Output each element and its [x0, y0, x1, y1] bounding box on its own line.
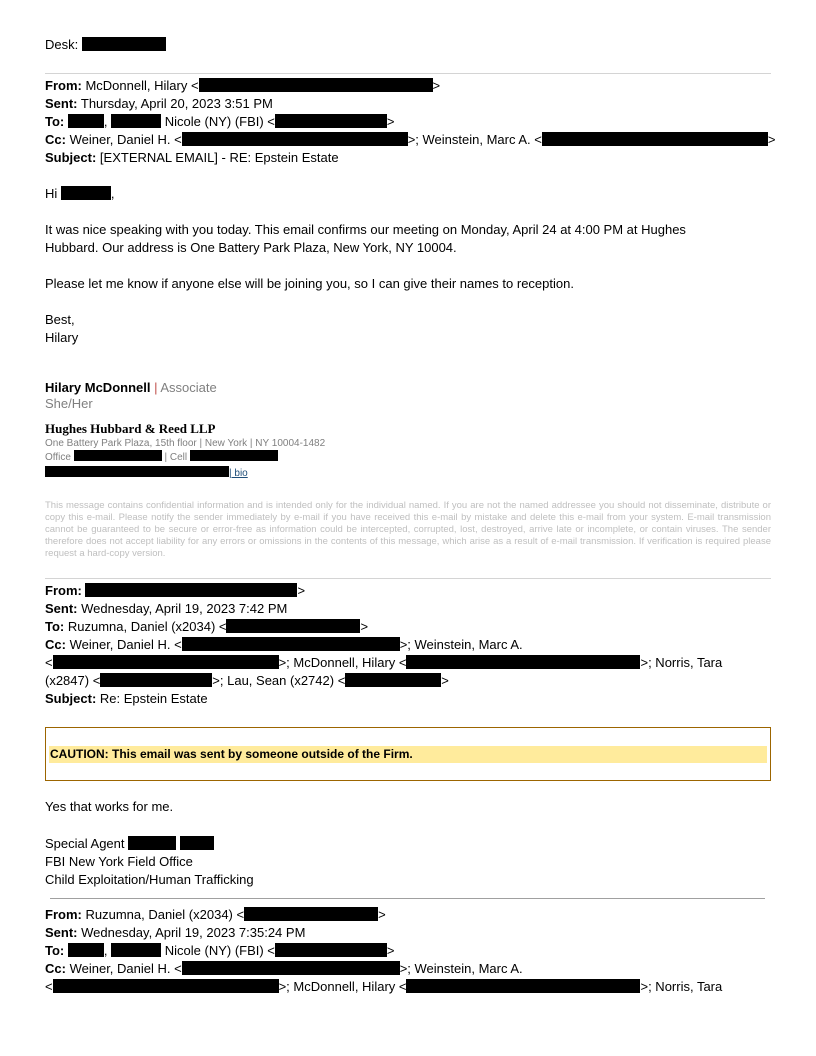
sent-label: Sent:: [45, 96, 78, 111]
signature-title: Associate: [160, 380, 217, 395]
closing: Best,: [45, 312, 75, 327]
sent-label: Sent:: [45, 925, 78, 940]
sent-date: Thursday, April 20, 2023 3:51 PM: [80, 96, 273, 111]
sent-date: Wednesday, April 19, 2023 7:42 PM: [81, 601, 288, 616]
redaction: [85, 583, 297, 597]
email1-subject: [45, 149, 339, 167]
bracket: >: [297, 583, 306, 598]
redaction: [82, 37, 166, 51]
bracket: >: [386, 943, 395, 958]
agent-unit: Child Exploitation/Human Trafficking: [45, 872, 254, 887]
from-name: McDonnell, Hilary <: [85, 78, 199, 93]
redaction: [111, 114, 161, 128]
email1-from: [45, 77, 440, 95]
cc-recipient: >; Norris, Tara: [640, 655, 723, 670]
redaction: [275, 943, 387, 957]
redaction: [128, 836, 176, 850]
email3-sent: [45, 924, 305, 942]
divider: [50, 898, 765, 899]
cc-recipient: Weiner, Daniel H. <: [69, 132, 182, 147]
cc-recipient: >; Weinstein, Marc A. <: [407, 132, 542, 147]
email3-from: [45, 906, 386, 924]
redaction: [111, 943, 161, 957]
redaction: [190, 450, 278, 461]
cc-recipient: Weiner, Daniel H. <: [69, 637, 182, 652]
cc-label: Cc:: [45, 961, 66, 976]
bracket: >: [378, 907, 386, 922]
bio-link[interactable]: | bio: [229, 468, 248, 479]
caution-banner: [45, 727, 771, 781]
to-name: Nicole (NY) (FBI) <: [164, 943, 275, 958]
closing-name: Hilary: [45, 330, 79, 345]
from-label: From:: [45, 78, 82, 93]
to-label: To:: [45, 943, 65, 958]
to-label: To:: [45, 619, 65, 634]
from-label: From:: [45, 907, 82, 922]
sent-label: Sent:: [45, 601, 78, 616]
redaction: [74, 450, 162, 461]
email2-from: [45, 582, 305, 600]
redaction: [68, 114, 104, 128]
email1-cc: [45, 131, 775, 149]
redaction: [45, 466, 229, 477]
subject-text: [EXTERNAL EMAIL] - RE: Epstein Estate: [99, 150, 339, 165]
cc-recipient: >; Norris, Tara: [640, 979, 723, 994]
body-line: Please let me know if anyone else will be joining you, so I can give their names to reception.: [45, 276, 574, 291]
redaction: [68, 943, 104, 957]
cell-label: | Cell: [164, 452, 188, 463]
redaction: [542, 132, 768, 146]
office-label: Office: [45, 452, 71, 463]
agent-office: FBI New York Field Office: [45, 854, 193, 869]
divider: [45, 73, 771, 74]
email3-cc-cont: [45, 978, 722, 996]
firm-name: Hughes Hubbard & Reed LLP: [45, 421, 216, 436]
cc-recipient: >; Weinstein, Marc A.: [399, 961, 523, 976]
sent-date: Wednesday, April 19, 2023 7:35:24 PM: [81, 925, 306, 940]
bracket: >: [386, 114, 395, 129]
desk-line: [45, 36, 166, 54]
redaction: [180, 836, 214, 850]
to-label: To:: [45, 114, 65, 129]
confidentiality-disclaimer: This message contains confidential information and is intended only for the individual named. If you are not the named addressee you should not disseminate, distribute or copy this e-mail. Please notify the sender immediately by e-mail if you have received this e-mail by mistake and delete this e-mail from your system. E-mail transmission cannot be guaranteed to be secure or error-free as information could be intercepted, corrupted, lost, destroyed, arrive late or incomplete, or contain viruses. The sender therefore does not accept liability for any errors or omissions in the contents of this message, which arise as a result of e-mail transmission. If verification is required please request a hard-copy version.: [45, 500, 771, 559]
comma: ,: [103, 114, 108, 129]
body-line: Yes that works for me.: [45, 799, 174, 814]
redaction: [345, 673, 441, 687]
cc-recipient: >; McDonnell, Hilary <: [278, 655, 407, 670]
email2-to: [45, 618, 368, 636]
redaction: [182, 637, 400, 651]
redaction: [61, 186, 111, 200]
body-line: Hubbard. Our address is One Battery Park Plaza, New York, NY 10004.: [45, 240, 457, 255]
caution-text: CAUTION: This email was sent by someone outside of the Firm.: [49, 746, 767, 763]
email2-cc-cont: [45, 672, 449, 690]
signature-pronouns: She/Her: [45, 396, 93, 411]
phone-line: [45, 450, 278, 464]
email3-cc: [45, 960, 523, 978]
bracket: >: [441, 673, 449, 688]
subject-label: Subject:: [45, 150, 97, 165]
redaction: [53, 979, 279, 993]
email1-sent: [45, 95, 273, 113]
comma: ,: [103, 943, 108, 958]
email2-sent: [45, 600, 287, 618]
signature-name-line: [45, 380, 217, 396]
cc-recipient: >; McDonnell, Hilary <: [278, 979, 407, 994]
bracket: >: [432, 78, 441, 93]
bracket: <: [45, 655, 53, 670]
email2-subject: [45, 690, 208, 708]
bracket: >: [360, 619, 369, 634]
from-label: From:: [45, 583, 82, 598]
firm-address: One Battery Park Plaza, 15th floor | New York | NY 10004-1482: [45, 438, 326, 449]
redaction: [53, 655, 279, 669]
subject-label: Subject:: [45, 691, 97, 706]
cc-label: Cc:: [45, 132, 66, 147]
redaction: [244, 907, 378, 921]
agent-signature-line: [45, 835, 214, 853]
redaction: [182, 132, 408, 146]
body-line: It was nice speaking with you today. This email confirms our meeting on Monday, April 24 at 4:00 PM at Hughes: [45, 222, 686, 237]
signature-separator: |: [150, 380, 161, 395]
redaction: [199, 78, 433, 92]
from-name: Ruzumna, Daniel (x2034) <: [85, 907, 245, 922]
email-bio-line: [45, 466, 248, 480]
cc-recipient: (x2847) <: [45, 673, 101, 688]
subject-text: Re: Epstein Estate: [99, 691, 208, 706]
email3-to: [45, 942, 395, 960]
cc-label: Cc:: [45, 637, 66, 652]
greeting-text: Hi: [45, 186, 58, 201]
signature-name: Hilary McDonnell: [45, 380, 151, 395]
desk-label: Desk:: [45, 37, 79, 52]
cc-recipient: >; Lau, Sean (x2742) <: [212, 673, 346, 688]
divider: [45, 578, 771, 579]
to-name: Nicole (NY) (FBI) <: [164, 114, 275, 129]
redaction: [182, 961, 400, 975]
redaction: [100, 673, 212, 687]
redaction: [406, 655, 640, 669]
agent-title: Special Agent: [45, 836, 125, 851]
cc-recipient: Weiner, Daniel H. <: [69, 961, 182, 976]
bracket: <: [45, 979, 53, 994]
greeting: [45, 185, 115, 203]
email1-to: [45, 113, 395, 131]
comma: ,: [110, 186, 115, 201]
to-name: Ruzumna, Daniel (x2034) <: [67, 619, 227, 634]
redaction: [226, 619, 360, 633]
cc-recipient: >; Weinstein, Marc A.: [399, 637, 523, 652]
email2-cc-cont: [45, 654, 722, 672]
bracket: >: [767, 132, 776, 147]
redaction: [406, 979, 640, 993]
email2-cc: [45, 636, 523, 654]
redaction: [275, 114, 387, 128]
